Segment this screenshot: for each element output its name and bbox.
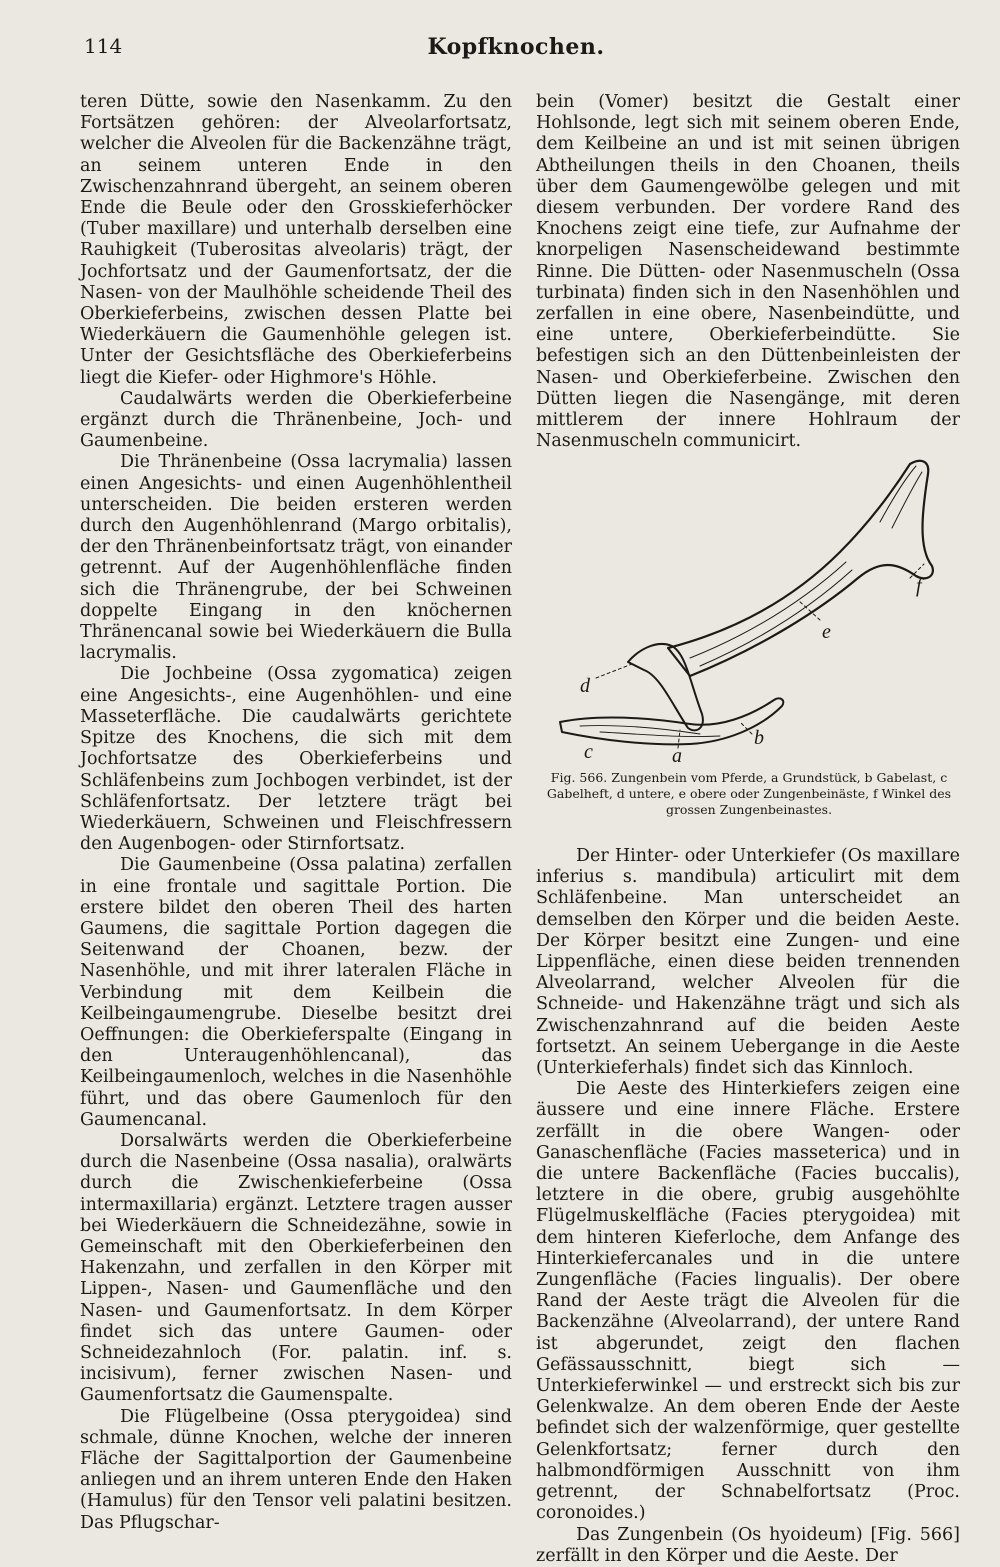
figure-hyoid-bone (540, 452, 964, 764)
page-number: 114 (84, 34, 123, 58)
hyoid-bone-illustration (540, 452, 964, 764)
right-column-top (536, 92, 960, 452)
paragraph: Die Jochbeine (Ossa zygomatica) zeigen eine Angesichts-, eine Augenhöhlen- und eine Masseterfläche. Die caudalwärts gerichtete Spitze des Knochens, die sich mit dem Jochfortsatze des Oberkieferbeins und Schläfenbeins zum Jochbogen verbindet, ist der Schläfenfortsatz. Der letztere trägt bei Wiederkäuern, Schweinen und Fleischfressern den Augenbogen- oder Stirnfortsatz. (80, 664, 512, 855)
right-column-bottom (536, 846, 960, 1567)
paragraph: Die Flügelbeine (Ossa pterygoidea) sind schmale, dünne Knochen, welche der inneren Fläche der Sagittalportion der Gaumenbeine anliegen und an ihrem unteren Ende den Haken (Hamulus) für den Tensor veli palatini besitzen. Das Pflugschar- (80, 1406, 512, 1533)
paragraph: teren Dütte, sowie den Nasenkamm. Zu den Fortsätzen gehören: der Alveolarfortsatz, welcher die Alveolen für die Backenzähne trägt, an seinem unteren Ende in den Zwischenzahnrand übergeht, an seinem oberen Ende die Beule oder den Grosskieferhöcker (Tuber maxillare) und unterhalb derselben eine Rauhigkeit (Tuberositas alveolaris) trägt, der Jochfortsatz und der Gaumenfortsatz, der die Nasen- von der Maulhöhle scheidende Theil des Oberkieferbeins, zwischen dessen Platte bei Wiederkäuern die Gaumenhöhle gelegen ist. Unter der Gesichtsfläche des Oberkieferbeins liegt die Kiefer- oder Highmore's Höhle. (80, 92, 512, 388)
hyoid-body-shading (580, 725, 720, 736)
paragraph: bein (Vomer) besitzt die Gestalt einer Hohlsonde, legt sich mit seinem oberen Ende, dem Keilbeine an und ist mit seinen übrigen Abtheilungen theils in den Choanen, theils über dem Gaumengewölbe gelegen und mit diesem verbunden. Der vordere Rand des Knochens zeigt eine tiefe, zur Aufnahme der knorpeligen Nasenscheidewand bestimmte Rinne. Die Dütten- oder Nasenmuscheln (Ossa turbinata) finden sich in den Nasenhöhlen und zerfallen in eine obere, Nasenbeindütte, und eine untere, Oberkieferbeindütte. Sie befestigen sich an den Düttenbeinleisten der Nasen- und Oberkieferbeine. Zwischen den Dütten liegen die Nasengänge, mit deren mittlerem der innere Hohlraum der Nasenmuscheln communicirt. (536, 92, 960, 452)
figure-caption: Fig. 566. Zungenbein vom Pferde, a Grundstück, b Gabelast, c Gabelheft, d untere, e obere oder Zungenbeinäste, f Winkel des grossen Zungenbeinastes. (546, 770, 952, 817)
figure-label-a: a (672, 745, 682, 764)
left-column (80, 92, 512, 1534)
paragraph: Das Zungenbein (Os hyoideum) [Fig. 566] zerfällt in den Körper und die Aeste. Der (536, 1524, 960, 1566)
running-title: Kopfknochen. (427, 34, 605, 60)
leader-line-d (596, 664, 632, 678)
figure-label-d: d (580, 675, 590, 697)
figure-label-b: b (754, 727, 764, 749)
figure-label-f: f (916, 575, 922, 597)
paragraph: Die Gaumenbeine (Ossa palatina) zerfallen in eine frontale und sagittale Portion. Die erstere bildet den oberen Theil des harten Gaumens, die sagittale Portion dagegen die Seitenwand der Choanen, bezw. der Nasenhöhle, und mit ihrer lateralen Fläche in Verbindung mit dem Keilbein die Keilbeingaumengrube. Dieselbe besitzt drei Oeffnungen: die Oberkieferspalte (Eingang in den Unteraugenhöhlencanal), das Keilbeingaumenloch, welches in die Nasenhöhle führt, und das obere Gaumenloch für den Gaumencanal. (80, 855, 512, 1130)
great-branch-outline (668, 461, 933, 676)
paragraph: Dorsalwärts werden die Oberkieferbeine durch die Nasenbeine (Ossa nasalia), oralwärts durch die Zwischenkieferbeine (Ossa intermaxillaria) ergänzt. Letztere tragen ausser bei Wiederkäuern die Schneidezähne, sowie in Gemeinschaft mit den Oberkieferbeinen den Hakenzahn, und zerfallen in den Körper mit Lippen-, Nasen- und Gaumenfläche und den Nasen- und Gaumenfortsatz. In dem Körper findet sich das untere Gaumen- oder Schneidezahnloch (For. palatin. inf. s. incisivum), ferner zwischen Nasen- und Gaumenfortsatz die Gaumenspalte. (80, 1130, 512, 1406)
paragraph: Die Aeste des Hinterkiefers zeigen eine äussere und eine innere Fläche. Erstere zerfällt in die obere Wangen- oder Ganaschenfläche (Facies masseterica) und in die untere Backenfläche (Facies buccalis), letztere in die obere, grubig ausgehöhlte Flügelmuskelfläche (Facies pterygoidea) mit dem hinteren Kieferloche, dem Anfange des Hinterkiefercanales und in die untere Zungenfläche (Facies lingualis). Der obere Rand der Aeste trägt die Alveolen für die Backenzähne (Alveolarrand), der untere Rand ist abgerundet, zeigt den flachen Gefässausschnitt, biegt sich — Unterkieferwinkel — und erstreckt sich bis zur Gelenkwalze. An dem oberen Ende der Aeste befindet sich der walzenförmige, quer gestellte Gelenkfortsatz; ferner durch den halbmondförmigen Ausschnitt von ihm getrennt, der Schnabelfortsatz (Proc. coronoides.) (536, 1079, 960, 1524)
paragraph: Der Hinter- oder Unterkiefer (Os maxillare inferius s. mandibula) articulirt mit dem Schläfenbeine. Man unterscheidet an demselben den Körper und die beiden Aeste. Der Körper besitzt eine Zungen- und eine Lippenfläche, einen diese beiden trennenden Alveolarrand, welcher Alveolen für die Schneide- und Hakenzähne trägt und sich als Zwischenzahnrand auf die beiden Aeste fortsetzt. An seinem Uebergange in die Aeste (Unterkieferhals) findet sich das Kinnloch. (536, 846, 960, 1079)
hyoid-body-outline (560, 698, 783, 744)
figure-label-c: c (584, 741, 593, 763)
paragraph: Die Thränenbeine (Ossa lacrymalia) lassen einen Angesichts- und einen Augenhöhlentheil unterscheiden. Die beiden ersteren werden durch den Augenhöhlenrand (Margo orbitalis), der den Thränenbeinfortsatz trägt, von einander getrennt. Auf der Augenhöhlenfläche finden sich die Thränengrube, der bei Schweinen doppelte Eingang in den knöchernen Thränencanal sowie bei Wiederkäuern die Bulla lacrymalis. (80, 452, 512, 664)
figure-label-e: e (822, 621, 831, 643)
page-header (84, 28, 948, 72)
paragraph: Caudalwärts werden die Oberkieferbeine ergänzt durch die Thränenbeine, Joch- und Gaumenbeine. (80, 388, 512, 452)
